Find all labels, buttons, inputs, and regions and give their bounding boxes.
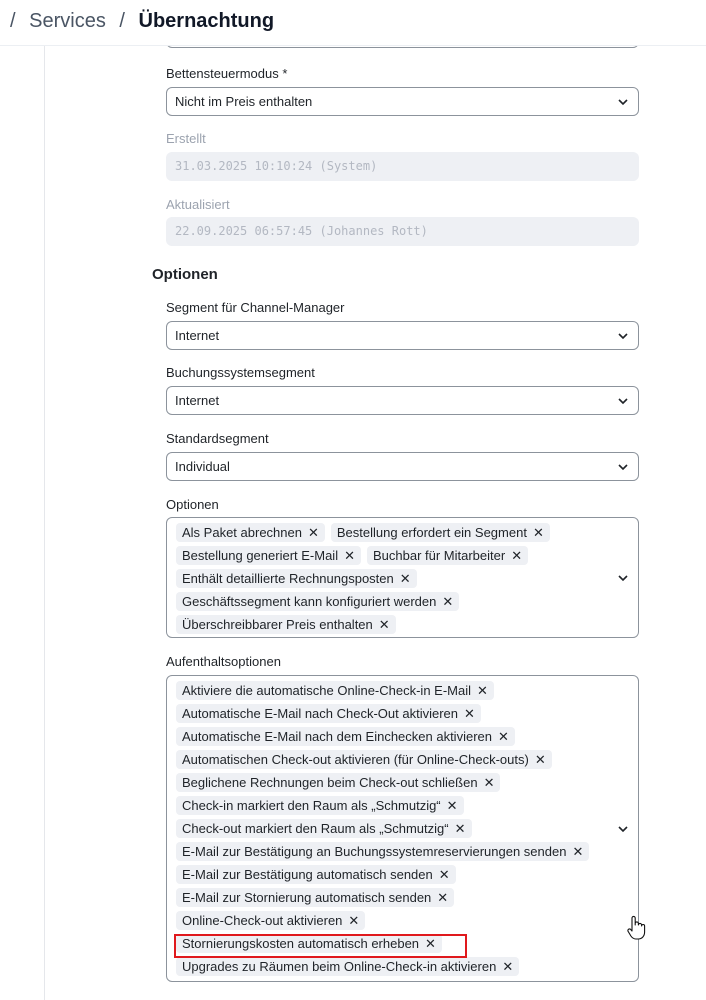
- option-tag: [176, 569, 417, 588]
- remove-tag-icon[interactable]: ✕: [511, 548, 523, 563]
- remove-tag-icon[interactable]: ✕: [307, 525, 319, 540]
- tag-label: Automatische E-Mail nach Check-Out aktivieren: [182, 706, 459, 721]
- created-label: Erstellt: [166, 131, 206, 146]
- remove-tag-icon[interactable]: ✕: [344, 548, 355, 563]
- remove-tag-icon[interactable]: ✕: [348, 913, 360, 928]
- tag-label: Check-out markiert den Raum als „Schmutzig“: [182, 821, 449, 836]
- breadcrumb: [10, 8, 274, 34]
- chevron-down-icon: [617, 395, 629, 407]
- header: [0, 0, 706, 46]
- stay-option-tag-highlighted: [176, 934, 442, 953]
- remove-tag-icon[interactable]: ✕: [502, 959, 514, 974]
- breadcrumb-separator: /: [119, 10, 125, 32]
- remove-tag-icon[interactable]: ✕: [437, 890, 449, 905]
- updated-field: 22.09.2025 06:57:45 (Johannes Rott): [166, 217, 639, 246]
- tag-label: E-Mail zur Bestätigung an Buchungssystemreservierungen senden: [182, 844, 567, 859]
- options-multiselect[interactable]: [166, 517, 639, 638]
- chevron-down-icon[interactable]: [617, 823, 629, 835]
- chevron-down-icon: [617, 330, 629, 342]
- default-segment-select[interactable]: [166, 452, 639, 481]
- tag-label: E-Mail zur Bestätigung automatisch senden: [182, 867, 433, 882]
- default-segment-value: Individual: [175, 459, 230, 474]
- remove-tag-icon[interactable]: ✕: [532, 525, 544, 540]
- chevron-down-icon: [617, 461, 629, 473]
- stay-option-tag: [176, 773, 500, 792]
- tag-label: Upgrades zu Räumen beim Online-Check-in aktivieren: [182, 959, 497, 974]
- stay-option-tag: [176, 865, 456, 884]
- breadcrumb-services-link[interactable]: Services: [29, 10, 106, 32]
- stay-option-tag: [176, 704, 481, 723]
- remove-tag-icon[interactable]: ✕: [464, 706, 475, 721]
- options-section-title: Optionen: [152, 266, 218, 283]
- remove-tag-icon[interactable]: ✕: [425, 936, 436, 951]
- stay-option-tag: [176, 842, 589, 861]
- sidebar-divider: [44, 46, 45, 1000]
- option-tag: [331, 523, 550, 542]
- stay-option-tag: [176, 727, 515, 746]
- tag-label: Beglichene Rechnungen beim Check-out schließen: [182, 775, 478, 790]
- tag-label: Check-in markiert den Raum als „Schmutzig“: [182, 798, 441, 813]
- hand-cursor-icon: [626, 914, 646, 942]
- default-segment-label: Standardsegment: [166, 431, 269, 446]
- stay-option-tag: [176, 750, 552, 769]
- channel-segment-select[interactable]: [166, 321, 639, 350]
- tag-label: Automatische E-Mail nach dem Einchecken aktivieren: [182, 729, 492, 744]
- booking-segment-select[interactable]: [166, 386, 639, 415]
- tag-label: Aktiviere die automatische Online-Check-in E-Mail: [182, 683, 472, 698]
- tag-label: Als Paket abrechnen: [182, 525, 302, 540]
- chevron-down-icon[interactable]: [617, 572, 629, 584]
- remove-tag-icon[interactable]: ✕: [534, 752, 546, 767]
- tag-label: Enthält detaillierte Rechnungsposten: [182, 571, 394, 586]
- option-tag: [176, 615, 396, 634]
- stay-option-tag: [176, 888, 454, 907]
- remove-tag-icon[interactable]: ✕: [442, 594, 454, 609]
- option-tag: [176, 592, 459, 611]
- bed-tax-value: Nicht im Preis enthalten: [175, 94, 313, 109]
- option-tag: [176, 546, 361, 565]
- tag-label: Stornierungskosten automatisch erheben: [182, 936, 420, 951]
- stay-option-tag: [176, 911, 365, 930]
- chevron-down-icon: [617, 96, 629, 108]
- stay-option-tag: [176, 796, 464, 815]
- page-title: Übernachtung: [138, 10, 275, 32]
- updated-label: Aktualisiert: [166, 197, 230, 212]
- tag-label: Überschreibbarer Preis enthalten: [182, 617, 373, 632]
- tag-label: Geschäftssegment kann konfiguriert werden: [182, 594, 437, 609]
- tag-label: Bestellung erfordert ein Segment: [336, 525, 527, 540]
- option-tag: [176, 523, 325, 542]
- remove-tag-icon[interactable]: ✕: [483, 775, 495, 790]
- channel-segment-value: Internet: [175, 328, 220, 343]
- tag-label: Online-Check-out aktivieren: [182, 913, 343, 928]
- stay-option-tag: [176, 957, 519, 976]
- remove-tag-icon[interactable]: ✕: [438, 867, 450, 882]
- booking-segment-label: Buchungssystemsegment: [166, 365, 315, 380]
- tag-label: Automatischen Check-out aktivieren (für Online-Check-outs): [182, 752, 529, 767]
- stay-option-tag: [176, 681, 494, 700]
- remove-tag-icon[interactable]: ✕: [399, 571, 411, 586]
- booking-segment-value: Internet: [175, 393, 220, 408]
- tag-label: E-Mail zur Stornierung automatisch senden: [182, 890, 432, 905]
- bed-tax-select[interactable]: [166, 87, 639, 116]
- remove-tag-icon[interactable]: ✕: [497, 729, 509, 744]
- created-field: 31.03.2025 10:10:24 (System): [166, 152, 639, 181]
- channel-segment-label: Segment für Channel-Manager: [166, 300, 345, 315]
- tag-label: Bestellung generiert E-Mail: [182, 548, 339, 563]
- breadcrumb-separator: /: [10, 10, 16, 32]
- option-tag: [367, 546, 528, 565]
- bed-tax-label: Bettensteuermodus *: [166, 66, 288, 81]
- remove-tag-icon[interactable]: ✕: [572, 844, 584, 859]
- options-label: Optionen: [166, 497, 219, 512]
- remove-tag-icon[interactable]: ✕: [454, 821, 466, 836]
- stay-option-tag: [176, 819, 472, 838]
- remove-tag-icon[interactable]: ✕: [477, 683, 488, 698]
- remove-tag-icon[interactable]: ✕: [446, 798, 458, 813]
- stay-options-multiselect[interactable]: [166, 675, 639, 982]
- stay-options-label: Aufenthaltsoptionen: [166, 654, 281, 669]
- tag-label: Buchbar für Mitarbeiter: [372, 548, 506, 563]
- remove-tag-icon[interactable]: ✕: [378, 617, 390, 632]
